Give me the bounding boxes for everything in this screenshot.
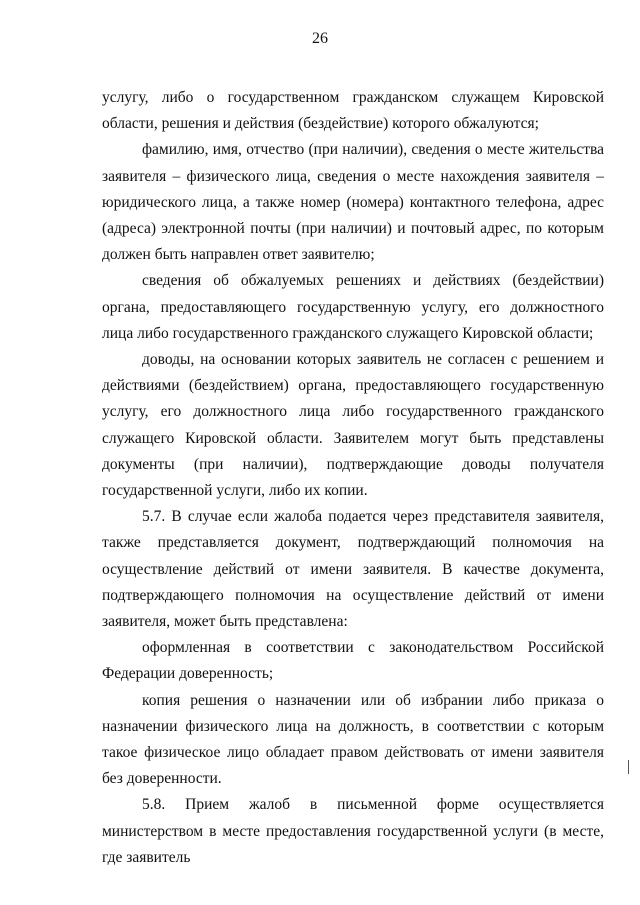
paragraph-applicant-details: фамилию, имя, отчество (при наличии), сведения о месте жительства заявителя – физического лица, сведения о месте нахождения заявителя – юридического лица, а также номер (номера) контактного телефона, адрес (адреса) электронной почты (при наличии) и почтовый адрес, по которым должен быть направлен ответ заявителю; <box>102 141 604 264</box>
paragraph-continuation: услугу, либо о государственном гражданском служащем Кировской области, решения и действия (бездействие) которого обжалуются; <box>102 89 604 133</box>
paragraph-power-of-attorney: оформленная в соответствии с законодательством Российской Федерации доверенность; <box>102 639 604 683</box>
document-body <box>102 85 604 871</box>
paragraph-section-5-7: 5.7. В случае если жалоба подается через представителя заявителя, также представляется документ, подтверждающий полномочия на осуществление действий от имени заявителя. В качестве документа, подтверждающего полномочия на осуществление действий от имени заявителя, может быть представлена: <box>102 508 604 631</box>
paragraph-appointment-copy: копия решения о назначении или об избрании либо приказа о назначении физического лица на должность, в соответствии с которым такое физическое лицо обладает правом действовать от имени заявителя без доверенности. <box>102 691 604 788</box>
paragraph-section-5-8: 5.8. Прием жалоб в письменной форме осуществляется министерством в месте предоставления государственной услуги (в месте, где заявитель <box>102 796 604 866</box>
margin-scan-mark <box>628 760 629 774</box>
page-number: 26 <box>312 30 328 47</box>
paragraph-arguments: доводы, на основании которых заявитель не согласен с решением и действиями (бездействием) органа, предоставляющего государственную услугу, его должностного лица либо государственного гражданского служащего Кировской области. Заявителем могут быть представлены документы (при наличии), подтверждающие доводы получателя государственной услуги, либо их копии. <box>102 351 604 500</box>
paragraph-appealed-decisions: сведения об обжалуемых решениях и действиях (бездействии) органа, предоставляющего государственную услугу, его должностного лица либо государственного гражданского служащего Кировской области; <box>102 272 604 342</box>
